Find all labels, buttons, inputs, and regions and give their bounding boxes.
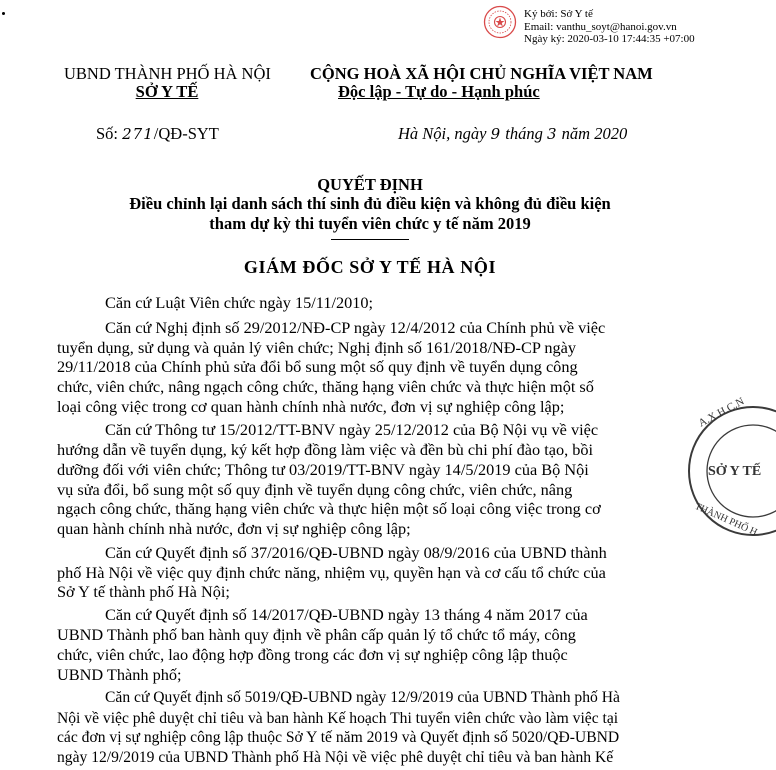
date-prefix: Hà Nội, ngày [398,124,491,143]
body-line: 29/11/2018 của Chính phủ sửa đổi bổ sung một số quy định về tuyển dụng công [57,357,578,376]
body-line: các đơn vị sự nghiệp công lập thuộc Sở Y tế năm 2019 và Quyết định số 5020/QĐ-UBND [57,729,620,746]
body-line: Nội về việc phê duyệt chỉ tiêu và ban hành Kế hoạch Thi tuyển viên chức vào làm việc tại [57,710,619,727]
date-day-handwritten: 9 [490,125,502,143]
body-line: chức, viên chức, nâng ngạch công chức, thăng hạng viên chức và thực hiện một số [57,377,594,396]
scan-speck [2,12,5,15]
title-underline [331,239,409,240]
date-mid: tháng [501,124,547,143]
body-line: dưỡng đối với viên chức; Thông tư 03/2019/TT-BNV ngày 14/5/2019 của Bộ Nội [57,460,589,479]
document-number [96,124,219,144]
svg-text:THÀNH PHỐ H: THÀNH PHỐ H [692,500,759,539]
body-line: vụ sửa đổi, bổ sung một số quy định về tuyển dụng công chức, viên chức, nâng [57,480,573,499]
body-line: ngạch công chức, thăng hạng viên chức và thực hiện một số loại công việc trong cơ [57,499,601,518]
digital-signature-info [524,8,695,46]
body-line: UBND Thành phố; [57,665,182,684]
svg-text:A.X.H.C.N: A.X.H.C.N [696,395,747,430]
issuing-department: SỞ Y TẾ [135,82,199,101]
national-title: CỘNG HOÀ XÃ HỘI CHỦ NGHĨA VIỆT NAM [310,64,653,83]
doc-number-handwritten: 271 [122,125,154,143]
issuing-organization: UBND THÀNH PHỐ HÀ NỘI [64,64,271,83]
doc-number-prefix: Số: [96,124,123,143]
svg-text:SỞ Y TẾ: SỞ Y TẾ [708,464,762,479]
body-line: Căn cứ Luật Viên chức ngày 15/11/2010; [105,293,374,312]
document-subject-line-1: Điều chỉnh lại danh sách thí sinh đủ điều kiện và không đủ điều kiện [129,194,611,213]
body-line: loại công việc trong cơ quan hành chính nhà nước, đơn vị sự nghiệp công lập; [57,397,565,416]
signature-date: Ngày ký: 2020-03-10 17:44:35 +07:00 [524,33,695,45]
body-line: Căn cứ Quyết định số 37/2016/QĐ-UBND ngày 08/9/2016 của UBND thành [105,543,607,562]
body-line: phố Hà Nội về việc quy định chức năng, nhiệm vụ, quyền hạn và cơ cấu tổ chức của [57,563,606,582]
document-date [398,124,627,144]
document-type: QUYẾT ĐỊNH [317,175,423,194]
signature-email: Email: vanthu_soyt@hanoi.gov.vn [524,20,677,33]
body-line: tuyển dụng, sử dụng và quản lý viên chức; Nghị định số 161/2018/NĐ-CP ngày [57,338,577,357]
date-month-handwritten: 3 [546,125,558,143]
body-line: ngày 12/9/2019 của UBND Thành phố Hà Nội về việc phê duyệt chỉ tiêu và ban hành Kế [57,749,614,766]
body-line: Căn cứ Nghị định số 29/2012/NĐ-CP ngày 12/4/2012 của Chính phủ về việc [105,318,606,337]
document-subject-line-2: tham dự kỳ thi tuyển viên chức y tế năm 2019 [209,214,531,233]
body-line: Căn cứ Quyết định số 5019/QĐ-UBND ngày 12/9/2019 của UBND Thành phố Hà [105,689,620,706]
issuing-authority: GIÁM ĐỐC SỞ Y TẾ HÀ NỘI [243,257,497,277]
body-line: Căn cứ Thông tư 15/2012/TT-BNV ngày 25/12/2012 của Bộ Nội vụ về việc [105,420,599,439]
national-motto: Độc lập - Tự do - Hạnh phúc [338,82,540,101]
body-line: Căn cứ Quyết định số 14/2017/QĐ-UBND ngày 13 tháng 4 năm 2017 của [105,605,588,624]
body-line: hướng dẫn về tuyển dụng, ký kết hợp đồng làm việc và đền bù chi phí đào tạo, bồi [57,440,594,459]
official-stamp-icon [686,395,776,539]
signature-signer: Ký bởi: Sở Y tế [524,8,593,20]
body-line: quan hành chính nhà nước, đơn vị sự nghiệp công lập; [57,519,411,538]
body-line: chức, viên chức, lao động hợp đồng trong các đơn vị sự nghiệp công lập thuộc [57,645,568,664]
digital-signature-seal-icon [483,5,517,39]
doc-number-suffix: /QĐ-SYT [153,124,219,143]
body-line: Sở Y tế thành phố Hà Nội; [57,582,230,601]
body-line: UBND Thành phố ban hành quy định về phân cấp quản lý tổ chức tổ máy, công [57,625,576,644]
date-suffix: năm 2020 [557,124,628,143]
